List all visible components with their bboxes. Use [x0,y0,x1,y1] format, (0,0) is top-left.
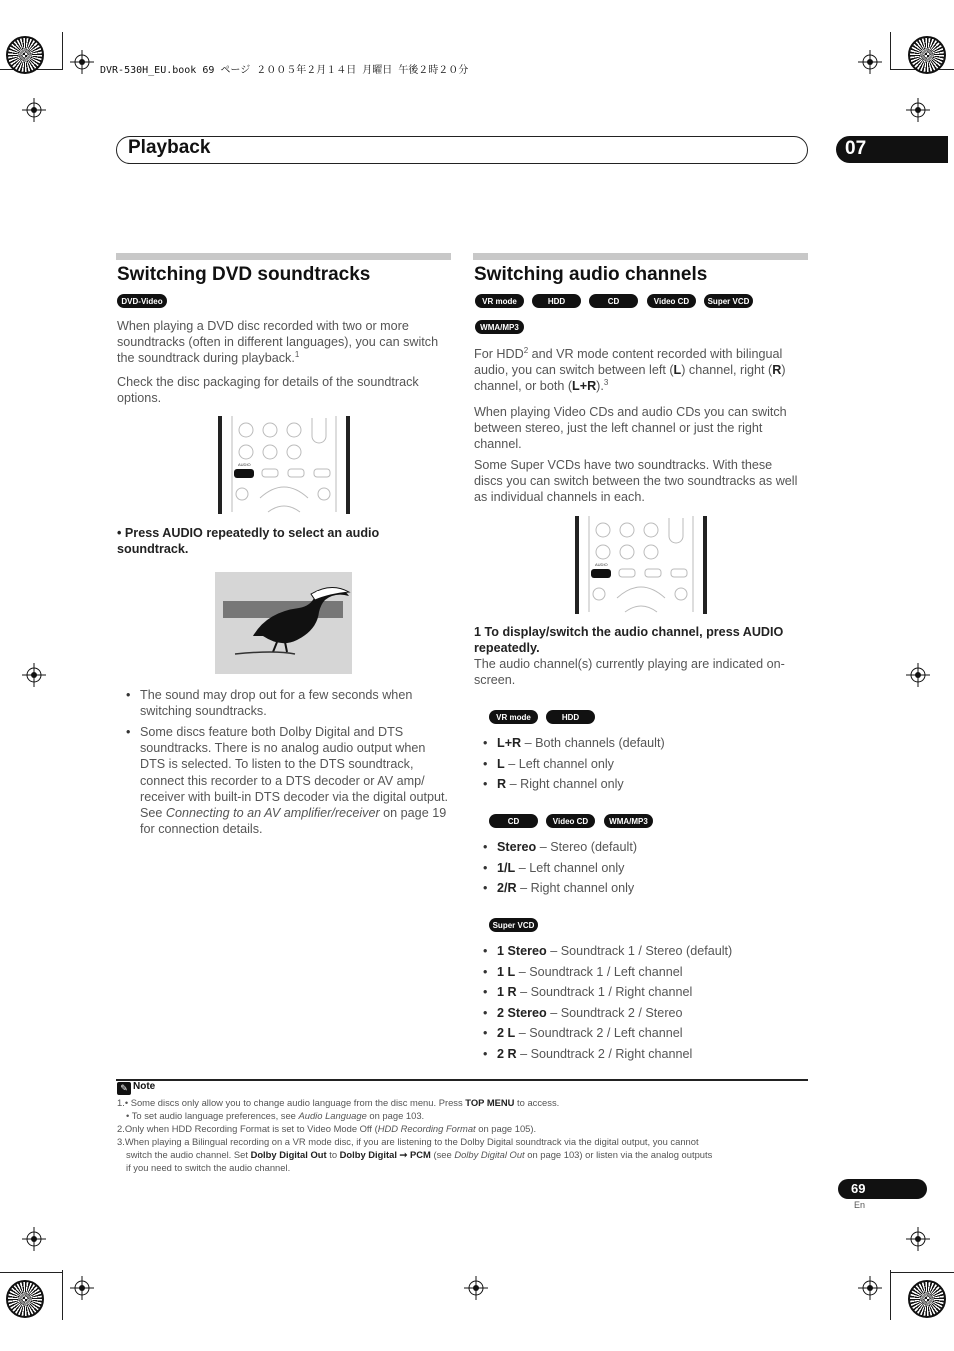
footnote: if you need to switch the audio channel. [126,1162,291,1173]
paragraph: Check the disc packaging for details of the soundtrack options. [117,375,419,406]
remote-control-illustration [218,416,350,514]
paragraph: Some Super VCDs have two soundtracks. With these discs you can switch between the two soundtracks as well as individual channels in each. [474,458,798,505]
badge-video-cd: Video CD [647,294,696,308]
list-item: • Some discs feature both Dolby Digital and DTS soundtracks. There is no analog audio output when DTS is selected. To listen to the DTS soundtrack, connect this recorder to a DTS decoder or AV amp/ receiver with built-in DTS decoder via the digital output. See Connecting to an AV amplifier/receiver on page 19 for connection details. [126,724,452,837]
footnote: • To set audio language preferences, see Audio Language on page 103. [126,1110,425,1121]
list-item: • 2 Stereo – Soundtrack 2 / Stereo [483,1005,732,1026]
list-item: • 2 R – Soundtrack 2 / Right channel [483,1046,732,1067]
option-list [483,839,637,901]
toucan-screen-illustration [215,572,352,674]
badge-hdd: HDD [532,294,581,308]
list-item: • 1 R – Soundtrack 1 / Right channel [483,984,732,1005]
crosshair-icon [464,1276,488,1300]
remote-control-illustration [575,516,707,614]
list-item: • 1 L – Soundtrack 1 / Left channel [483,964,732,985]
instruction-step: 1 To display/switch the audio channel, press AUDIO repeatedly. [474,625,784,656]
header-bar [116,136,808,164]
paragraph: When playing Video CDs and audio CDs you can switch between stereo, just the left channel or just the right channel. [474,405,787,452]
section-title-dvd-soundtracks: Switching DVD soundtracks [117,264,371,285]
page-title: Playback [128,137,211,158]
list-item: • L+R – Both channels (default) [483,735,665,756]
crosshair-icon [22,663,46,687]
crosshair-icon [70,50,94,74]
list-item: • 2/R – Right channel only [483,880,637,901]
list-item: • The sound may drop out for a few seconds when switching soundtracks. [126,687,452,719]
badge-super-vcd: Super VCD [489,918,538,932]
paragraph: For HDD$^2$ and VR mode content recorded with bilingual audio, you can switch between left (L) channel, right (R) channel, or both (L+R).$^3$ [474,345,786,394]
crop-mark [890,1272,954,1273]
instruction-step: • Press AUDIO repeatedly to select an audio soundtrack. [117,526,380,557]
audio-label: AUDIO [595,562,608,567]
registration-rosette-icon [908,36,946,74]
footnote: 3.When playing a Bilingual recording on a VR mode disc, if you are listening to the Dolby Digital soundtrack via the digital output, you cannot [117,1136,699,1147]
badge-video-cd: Video CD [546,814,595,828]
badge-vr-mode: VR mode [475,294,524,308]
crosshair-icon [906,98,930,122]
list-item: • Stereo – Stereo (default) [483,839,637,860]
badge-vr-mode: VR mode [489,710,538,724]
footnote: 2.Only when HDD Recording Format is set to Video Mode Off (HDD Recording Format on page 105). [117,1123,537,1134]
badge-hdd: HDD [546,710,595,724]
crop-mark [62,32,63,70]
crop-mark [890,1270,891,1320]
chapter-number: 07 [845,138,867,159]
list-item: • L – Left channel only [483,756,665,777]
page-language: En [854,1200,866,1210]
list-item: • 2 L – Soundtrack 2 / Left channel [483,1025,732,1046]
section-bar [473,253,808,260]
crosshair-icon [22,1227,46,1251]
badge-cd: CD [589,294,638,308]
crosshair-icon [858,50,882,74]
paragraph: The audio channel(s) currently playing are indicated on-screen. [474,657,785,688]
section-title-audio-channels: Switching audio channels [474,264,708,285]
footnote: switch the audio channel. Set Dolby Digital Out to Dolby Digital ➞ PCM (see Dolby Digital Out on page 103) or listen via the analog outputs [126,1149,713,1160]
crosshair-icon [22,98,46,122]
list-item: • 1 Stereo – Soundtrack 1 / Stereo (default) [483,943,732,964]
crosshair-icon [858,1276,882,1300]
crosshair-icon [906,1227,930,1251]
badge-wma-mp3: WMA/MP3 [604,814,653,828]
badge-dvd-video: DVD-Video [117,294,167,308]
crosshair-icon [906,663,930,687]
badge-super-vcd: Super VCD [704,294,753,308]
list-item: • R – Right channel only [483,776,665,797]
registration-rosette-icon [6,1280,44,1318]
registration-rosette-icon [6,36,44,74]
badge-wma-mp3: WMA/MP3 [475,320,524,334]
audio-label: AUDIO [238,462,251,467]
option-list [483,735,665,797]
badge-cd: CD [489,814,538,828]
section-bar [116,253,451,260]
option-list [483,943,732,1067]
crosshair-icon [70,1276,94,1300]
notes-list [126,687,452,837]
note-divider [116,1079,808,1081]
note-icon: ✎ [117,1082,131,1095]
page-number: 69 [851,1181,866,1196]
list-item: • 1/L – Left channel only [483,860,637,881]
note-title: Note [133,1081,156,1092]
book-info-line: DVR-530H_EU.book 69 ページ ２００５年２月１４日 月曜日 午後２時２０分 [100,65,469,76]
crop-mark [62,1270,63,1320]
crop-mark [0,1272,62,1273]
paragraph: When playing a DVD disc recorded with two or more soundtracks (often in different languages), you can switch the soundtrack during playback.$^1$ [117,319,439,366]
registration-rosette-icon [908,1280,946,1318]
footnote: 1.• Some discs only allow you to change audio language from the disc menu. Press TOP MENU to access. [117,1097,560,1108]
crop-mark [890,32,891,70]
